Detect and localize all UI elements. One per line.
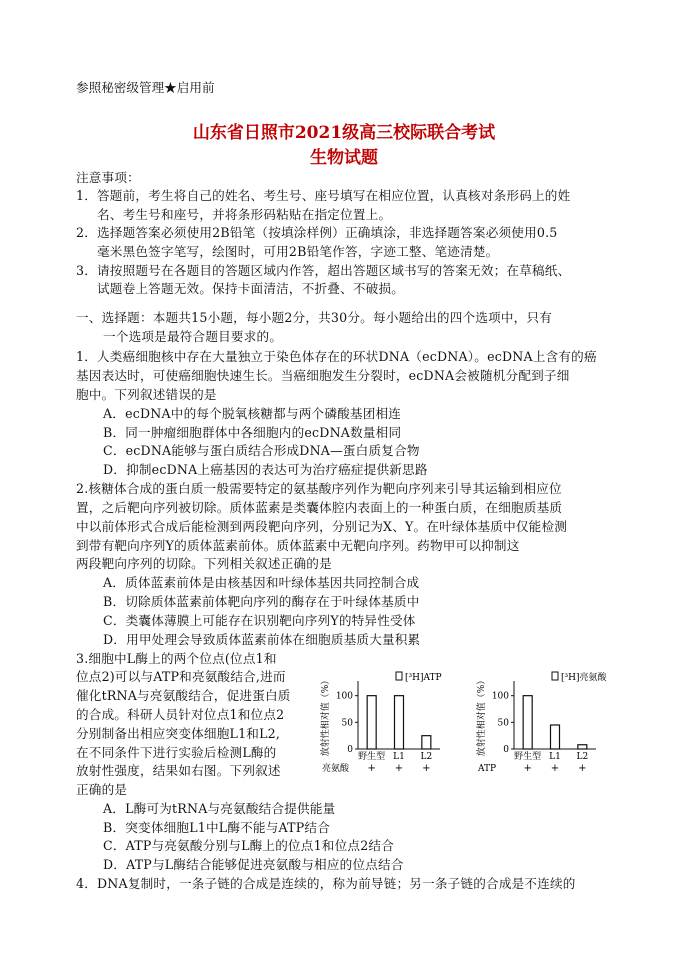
q1-option-c: C．ecDNA能够与蛋白质结合形成DNA—蛋白质复合物 <box>103 443 420 458</box>
q2-option-a: A．质体蓝素前体是由核基因和叶绿体基因共同控制合成 <box>103 575 420 590</box>
condition-value: + <box>550 763 560 774</box>
q2-stem-line: 中以前体形式合成后能检测到两段靶向序列，分别记为X、Y。在叶绿体基质中仅能检测 <box>76 519 568 534</box>
q2-stem-line: 置，之后靶向序列被切除。质体蓝素是类囊体腔内表面上的一种蛋白质，在细胞质基质 <box>76 500 563 515</box>
notice-item-1-cont: 名、考生号和座号，并将条形码粘贴在指定位置上。 <box>97 207 392 222</box>
notice-item-2-cont: 毫米黑色签字笔写，绘图时，可用2B铅笔作答，字迹工整、笔迹清楚。 <box>97 244 499 259</box>
condition-value: + <box>367 763 376 774</box>
q2-option-d: D．用甲处理会导致质体蓝素前体在细胞质基质大量积累 <box>103 632 421 647</box>
y-tick-label: 50 <box>497 718 509 729</box>
q1-stem-line: 胞中。下列叙述错误的是 <box>76 387 217 402</box>
notice-heading: 注意事项： <box>76 170 140 185</box>
q1-stem-line: 1．人类癌细胞核中存在大量独立于染色体存在的环状DNA（ecDNA）。ecDNA上含有的癌 <box>76 349 597 364</box>
x-tick-label: L2 <box>420 752 433 762</box>
q3-option-c: C．ATP与亮氨酸分别与L酶上的位点1和位点2结合 <box>103 838 394 853</box>
q4-stem-line: 4．DNA复制时，一条子链的合成是连续的，称为前导链；另一条子链的合成是不连续的 <box>76 876 576 891</box>
q3-stem-line: 催化tRNA与亮氨酸结合，促进蛋白质 <box>76 688 291 703</box>
q3-option-d: D．ATP与L酶结合能够促进亮氨酸与相应的位点结合 <box>103 857 404 872</box>
condition-value: + <box>422 763 431 774</box>
y-tick-label: 0 <box>503 745 509 755</box>
bar-3 <box>422 736 431 749</box>
exam-title: 山东省日照市2021级高三校际联合考试 <box>192 123 496 143</box>
bar-2 <box>551 725 560 749</box>
q2-option-c: C．类囊体薄膜上可能存在识别靶向序列Y的特异性受体 <box>103 613 416 628</box>
x-tick-label: L2 <box>576 752 589 762</box>
q2-stem-line: 两段靶向序列的切除。下列相关叙述正确的是 <box>76 556 332 571</box>
y-axis-label: 放射性相对值（%） <box>321 675 331 757</box>
legend-label: [³H]ATP <box>405 673 442 683</box>
q2-stem-line: 2.核糖体合成的蛋白质一般需要特定的氨基酸序列作为靶向序列来引导其运输到相应位 <box>76 481 562 496</box>
section-heading-cont: 一个选项是最符合题目要求的。 <box>103 329 283 344</box>
q3-option-b: B．突变体细胞L1中L酶不能与ATP结合 <box>103 820 330 835</box>
legend-swatch <box>396 672 402 680</box>
y-tick-label: 100 <box>335 691 353 702</box>
x-tick-label: 野生型 <box>514 752 542 762</box>
bar-3 <box>578 745 587 749</box>
atp-binding-bar-chart <box>318 660 468 775</box>
q3-stem-line: 在不同条件下进行实验后检测L酶的 <box>76 745 277 760</box>
y-tick-label: 50 <box>341 718 353 729</box>
q1-option-b: B．同一肿瘤细胞群体中各细胞内的ecDNA数量相同 <box>103 425 402 440</box>
bar-1 <box>367 696 376 749</box>
condition-label: ATP <box>478 764 497 774</box>
notice-item-3-cont: 试题卷上答题无效。保持卡面清洁，不折叠、不破损。 <box>97 281 405 296</box>
q2-stem-line: 到带有靶向序列Y的质体蓝素前体。质体蓝素中无靶向序列。药物甲可以抑制这 <box>76 538 520 553</box>
condition-value: + <box>394 763 404 774</box>
condition-value: + <box>523 763 532 774</box>
q3-stem-line: 3.细胞中L酶上的两个位点(位点1和 <box>76 651 277 666</box>
y-tick-label: 100 <box>491 691 509 702</box>
confidentiality-note: 参照秘密级管理★启用前 <box>76 80 215 95</box>
q3-stem-line: 分别制备出相应突变体细胞L1和L2, <box>76 726 281 741</box>
bar-2 <box>395 696 404 749</box>
x-tick-label: L1 <box>393 752 405 762</box>
q3-stem-line: 放射性强度，结果如右图。下列叙述 <box>76 763 281 778</box>
x-tick-label: L1 <box>549 752 561 762</box>
y-axis-label: 放射性相对值（%） <box>477 675 487 757</box>
x-tick-label: 野生型 <box>358 752 386 762</box>
y-tick-label: 0 <box>347 745 353 755</box>
q2-option-b: B．切除质体蓝素前体靶向序列的酶存在于叶绿体基质中 <box>103 594 420 609</box>
legend-label: [³H]亮氨酸 <box>561 673 607 683</box>
q3-stem-line: 正确的是 <box>76 782 128 797</box>
q1-option-a: A．ecDNA中的每个脱氧核糖都与两个磷酸基团相连 <box>103 406 402 421</box>
section-heading: 一、选择题：本题共15小题，每小题2分，共30分。每小题给出的四个选项中，只有 <box>76 310 553 325</box>
q3-stem-line: 位点2)可以与ATP和亮氨酸结合,进而 <box>76 669 286 684</box>
exam-subject-title: 生物试题 <box>310 148 378 168</box>
notice-item-3: 3．请按照题号在各题目的答题区域内作答，超出答题区域书写的答案无效；在草稿纸、 <box>76 263 571 278</box>
q3-option-a: A．L酶可为tRNA与亮氨酸结合提供能量 <box>103 801 336 816</box>
legend-swatch <box>552 672 558 680</box>
condition-label: 亮氨酸 <box>322 764 350 774</box>
q1-stem-line: 基因表达时，可使癌细胞快速生长。当癌细胞发生分裂时，ecDNA会被随机分配到子细 <box>76 368 570 383</box>
leucine-binding-bar-chart <box>474 660 624 775</box>
notice-item-1: 1．答题前，考生将自己的姓名、考生号、座号填写在相应位置，认真核对条形码上的姓 <box>76 188 571 203</box>
q3-stem-line: 的合成。科研人员针对位点1和位点2 <box>76 707 285 722</box>
notice-item-2: 2．选择题答案必须使用2B铅笔（按填涂样例）正确填涂，非选择题答案必须使用0.5 <box>76 225 558 240</box>
bar-1 <box>523 696 532 749</box>
condition-value: + <box>578 763 587 774</box>
q1-option-d: D．抑制ecDNA上癌基因的表达可为治疗癌症提供新思路 <box>103 462 428 477</box>
